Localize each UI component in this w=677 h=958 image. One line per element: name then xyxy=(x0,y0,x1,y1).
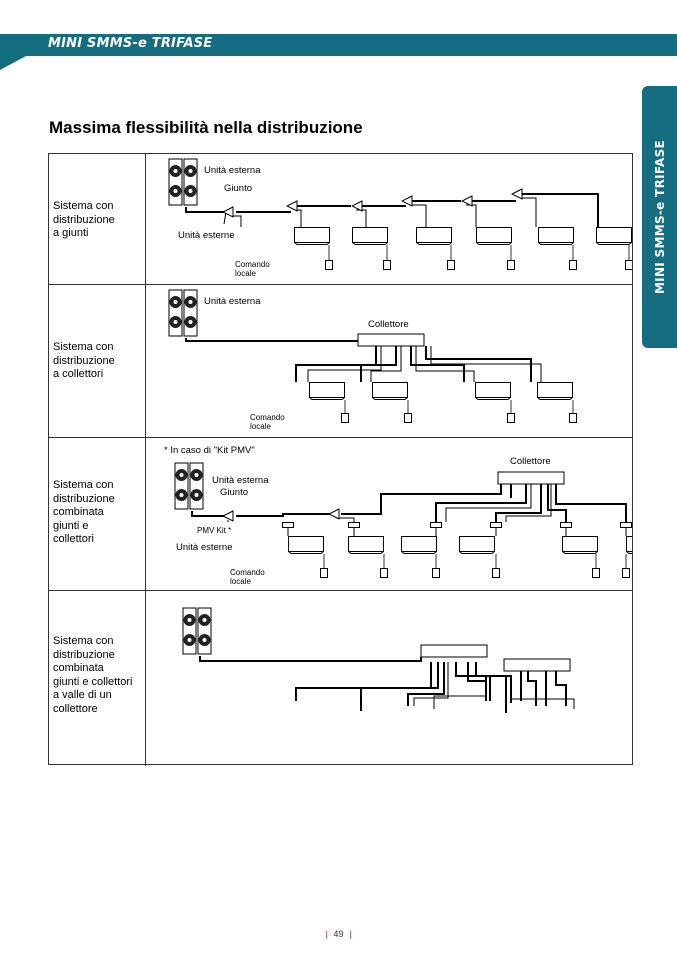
row-label: Sistema con distribuzione a giunti xyxy=(53,200,115,239)
diagram-cascaded-distribution xyxy=(146,591,632,766)
remote-control-label: Comando locale xyxy=(250,413,285,431)
header-unit-label: Collettore xyxy=(510,456,551,467)
header-title: MINI SMMS-e TRIFASE xyxy=(48,36,213,51)
outdoor-unit-label: Unità esterna xyxy=(212,475,269,486)
indoor-unit-icon xyxy=(563,537,598,554)
indoor-unit-icon xyxy=(476,383,511,400)
indoor-unit-icon xyxy=(597,228,632,245)
diagram-header-distribution xyxy=(146,285,632,437)
pmv-kit-icon xyxy=(561,523,572,528)
indoor-unit-icon xyxy=(460,537,495,554)
diagram-joint-distribution xyxy=(146,154,632,284)
indoor-unit-label: Unità esterne xyxy=(176,542,233,553)
row-joint-distribution xyxy=(49,154,632,285)
pmv-note: * In caso di "Kit PMV" xyxy=(164,445,255,456)
header-unit-icon xyxy=(421,645,487,657)
remote-control-icon xyxy=(508,414,515,423)
joint-icon xyxy=(329,509,339,519)
diagram-combined-distribution xyxy=(146,438,632,590)
outdoor-unit-icon xyxy=(169,159,197,205)
remote-control-icon xyxy=(321,569,328,578)
header-unit-icon xyxy=(504,659,570,671)
page-title: Massima flessibilità nella distribuzione xyxy=(49,118,363,137)
row-label-cell xyxy=(49,591,146,766)
row-label-cell xyxy=(49,154,146,284)
remote-control-icon xyxy=(508,261,515,270)
indoor-unit-icon xyxy=(538,383,573,400)
indoor-unit-icon xyxy=(353,228,388,245)
remote-control-icon xyxy=(326,261,333,270)
remote-control-icon xyxy=(570,414,577,423)
indoor-unit-icon xyxy=(417,228,452,245)
joint-icon xyxy=(402,196,412,206)
pmv-kit-icon xyxy=(349,523,360,528)
remote-control-label: Comando locale xyxy=(230,568,265,586)
pmv-kit-icon xyxy=(491,523,502,528)
outdoor-unit-icon xyxy=(175,463,203,509)
joint-icon xyxy=(223,511,233,521)
indoor-unit-icon xyxy=(373,383,408,400)
indoor-unit-icon xyxy=(477,228,512,245)
header-unit-label: Collettore xyxy=(368,319,409,330)
remote-control-icon xyxy=(381,569,388,578)
remote-control-icon xyxy=(342,414,349,423)
indoor-unit-label: Unità esterne xyxy=(178,230,235,241)
indoor-unit-icon xyxy=(539,228,574,245)
indoor-unit-icon xyxy=(295,228,330,245)
row-header-distribution xyxy=(49,285,632,438)
side-tab xyxy=(642,86,677,348)
footer-divider-left: | xyxy=(325,929,328,939)
diagram-lines xyxy=(146,285,632,438)
remote-control-icon xyxy=(626,261,633,270)
outdoor-unit-label: Unità esterna xyxy=(204,296,261,307)
side-tab-text: MINI SMMS-e TRIFASE xyxy=(652,139,667,295)
indoor-unit-icon xyxy=(310,383,345,400)
row-label: Sistema con distribuzione a collettori xyxy=(53,341,115,380)
diagram-lines xyxy=(146,438,632,591)
outdoor-unit-icon xyxy=(169,290,197,336)
joint-label: Giunto xyxy=(220,487,248,498)
row-label-cell xyxy=(49,285,146,437)
pmv-kit-label: PMV Kit * xyxy=(197,526,232,535)
joint-icon xyxy=(287,201,297,211)
joint-icon xyxy=(223,207,233,217)
header-unit-icon xyxy=(358,334,424,346)
remote-control-icon xyxy=(593,569,600,578)
row-label: Sistema con distribuzione combinata giunti e collettori a valle di un collettore xyxy=(53,635,133,715)
indoor-unit-icon xyxy=(289,537,324,554)
remote-control-icon xyxy=(384,261,391,270)
header-bar xyxy=(0,34,677,56)
remote-control-label: Comando locale xyxy=(235,260,270,278)
pmv-kit-icon xyxy=(431,523,442,528)
indoor-unit-icon xyxy=(349,537,384,554)
outdoor-unit-label: Unità esterna xyxy=(204,165,261,176)
joint-icon xyxy=(512,189,522,199)
header-unit-icon xyxy=(498,472,564,484)
remote-control-icon xyxy=(433,569,440,578)
diagram-lines xyxy=(146,591,632,766)
remote-control-icon xyxy=(448,261,455,270)
remote-control-icon xyxy=(493,569,500,578)
row-cascaded-distribution xyxy=(49,591,632,766)
joint-label: Giunto xyxy=(224,183,252,194)
page-footer xyxy=(0,929,677,939)
indoor-unit-icon xyxy=(627,537,633,554)
indoor-unit-icon xyxy=(402,537,437,554)
row-combined-distribution xyxy=(49,438,632,591)
remote-control-icon xyxy=(623,569,630,578)
pmv-kit-icon xyxy=(283,523,294,528)
remote-control-icon xyxy=(405,414,412,423)
remote-control-icon xyxy=(570,261,577,270)
pmv-kit-icon xyxy=(621,523,632,528)
footer-divider-right: | xyxy=(349,929,352,939)
row-label: Sistema con distribuzione combinata giunti e collettori xyxy=(53,479,115,545)
outdoor-unit-icon xyxy=(183,608,211,654)
distribution-table xyxy=(48,153,633,765)
row-label-cell xyxy=(49,438,146,590)
page-number: 49 xyxy=(333,929,344,939)
